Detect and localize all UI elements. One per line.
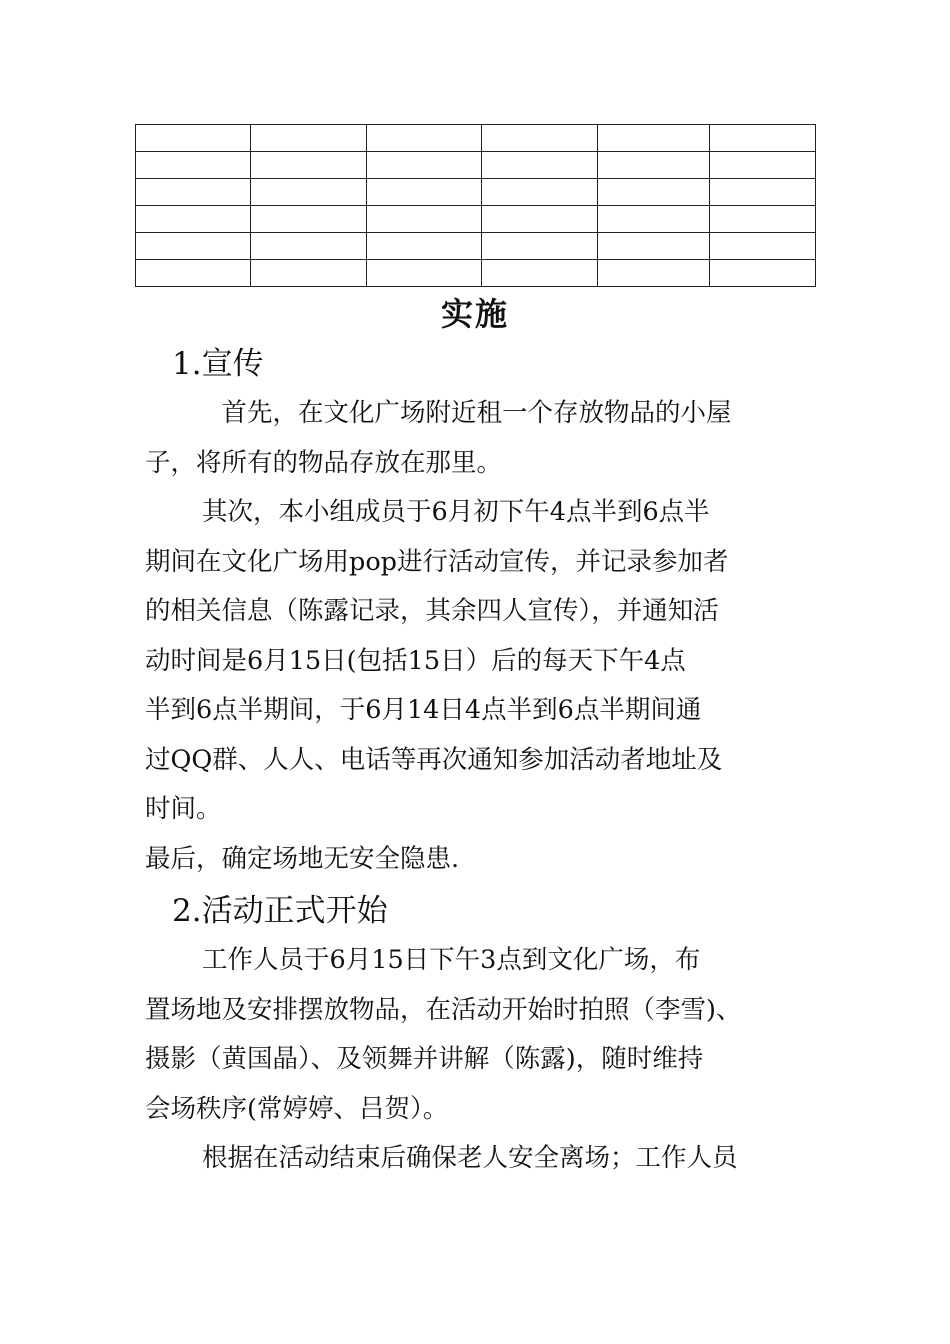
text-line: 摄影（黄国晶）、及领舞并讲解（陈露)，随时维持 [145, 1044, 704, 1074]
table-cell [136, 233, 251, 260]
heading-publicity: 1.宣传 [172, 346, 264, 382]
table-cell [482, 233, 598, 260]
text-line: 置场地及安排摆放物品，在活动开始时拍照（李雪)、 [145, 994, 742, 1025]
text-line: 期间在文化广场用pop进行活动宣传，并记录参加者 [145, 546, 729, 577]
text-line: 过QQ群、人人、电话等再次通知参加活动者地址及 [145, 744, 723, 775]
text-line: 时间。 [145, 794, 222, 824]
table-cell [482, 179, 598, 206]
table-row [136, 152, 816, 179]
text-line: 动时间是6月15日(包括15日）后的每天下午4点 [145, 645, 686, 676]
table-cell [710, 125, 816, 152]
table-cell [251, 206, 367, 233]
table-cell [598, 125, 710, 152]
heading-activity-start: 2.活动正式开始 [172, 893, 388, 929]
table-cell [598, 152, 710, 179]
table-cell [136, 260, 251, 287]
table-cell [598, 206, 710, 233]
table-cell [136, 179, 251, 206]
table-cell [598, 233, 710, 260]
table-cell [598, 179, 710, 206]
paragraph-third [145, 835, 815, 885]
table-cell [367, 233, 482, 260]
table-cell [251, 233, 367, 260]
table-body [136, 125, 816, 287]
table-cell [251, 152, 367, 179]
table-row [136, 179, 816, 206]
table-cell [367, 152, 482, 179]
table-cell [710, 179, 816, 206]
table-cell [710, 152, 816, 179]
table-cell [482, 152, 598, 179]
paragraph-second [145, 488, 815, 835]
table-cell [482, 260, 598, 287]
section-title: 实施 [440, 295, 509, 333]
table-cell [136, 206, 251, 233]
table-row [136, 206, 816, 233]
table-row [136, 125, 816, 152]
paragraph-safety [145, 1134, 815, 1184]
table-cell [367, 125, 482, 152]
table-cell [251, 260, 367, 287]
table-cell [251, 179, 367, 206]
table-cell [251, 125, 367, 152]
table-cell [136, 125, 251, 152]
text-line: 其次，本小组成员于6月初下午4点半到6点半 [202, 497, 710, 527]
empty-table [135, 124, 816, 287]
text-line: 会场秩序(常婷婷、吕贺）。 [145, 1093, 449, 1124]
table-cell [482, 206, 598, 233]
table-cell [710, 233, 816, 260]
text-line: 首先，在文化广场附近租一个存放物品的小屋 [196, 398, 732, 428]
table-cell [367, 260, 482, 287]
table-cell [710, 260, 816, 287]
paragraph-staff [145, 936, 815, 1134]
table-cell [482, 125, 598, 152]
publicity-body [145, 389, 815, 884]
table-row [136, 233, 816, 260]
table-row [136, 260, 816, 287]
activity-body [145, 936, 815, 1184]
text-line: 最后，确定场地无安全隐患. [145, 843, 460, 874]
table-cell [598, 260, 710, 287]
table-cell [367, 206, 482, 233]
text-line: 的相关信息（陈露记录，其余四人宣传），并通知活 [145, 596, 719, 626]
text-line: 子，将所有的物品存放在那里。 [145, 447, 503, 478]
table-cell [367, 179, 482, 206]
table-cell [136, 152, 251, 179]
text-line: 工作人员于6月15日下午3点到文化广场，布 [202, 945, 701, 975]
text-line: 根据在活动结束后确保老人安全离场；工作人员 [202, 1143, 738, 1173]
paragraph-first [145, 389, 815, 488]
table-cell [710, 206, 816, 233]
text-line: 半到6点半期间，于6月14日4点半到6点半期间通 [145, 695, 702, 725]
